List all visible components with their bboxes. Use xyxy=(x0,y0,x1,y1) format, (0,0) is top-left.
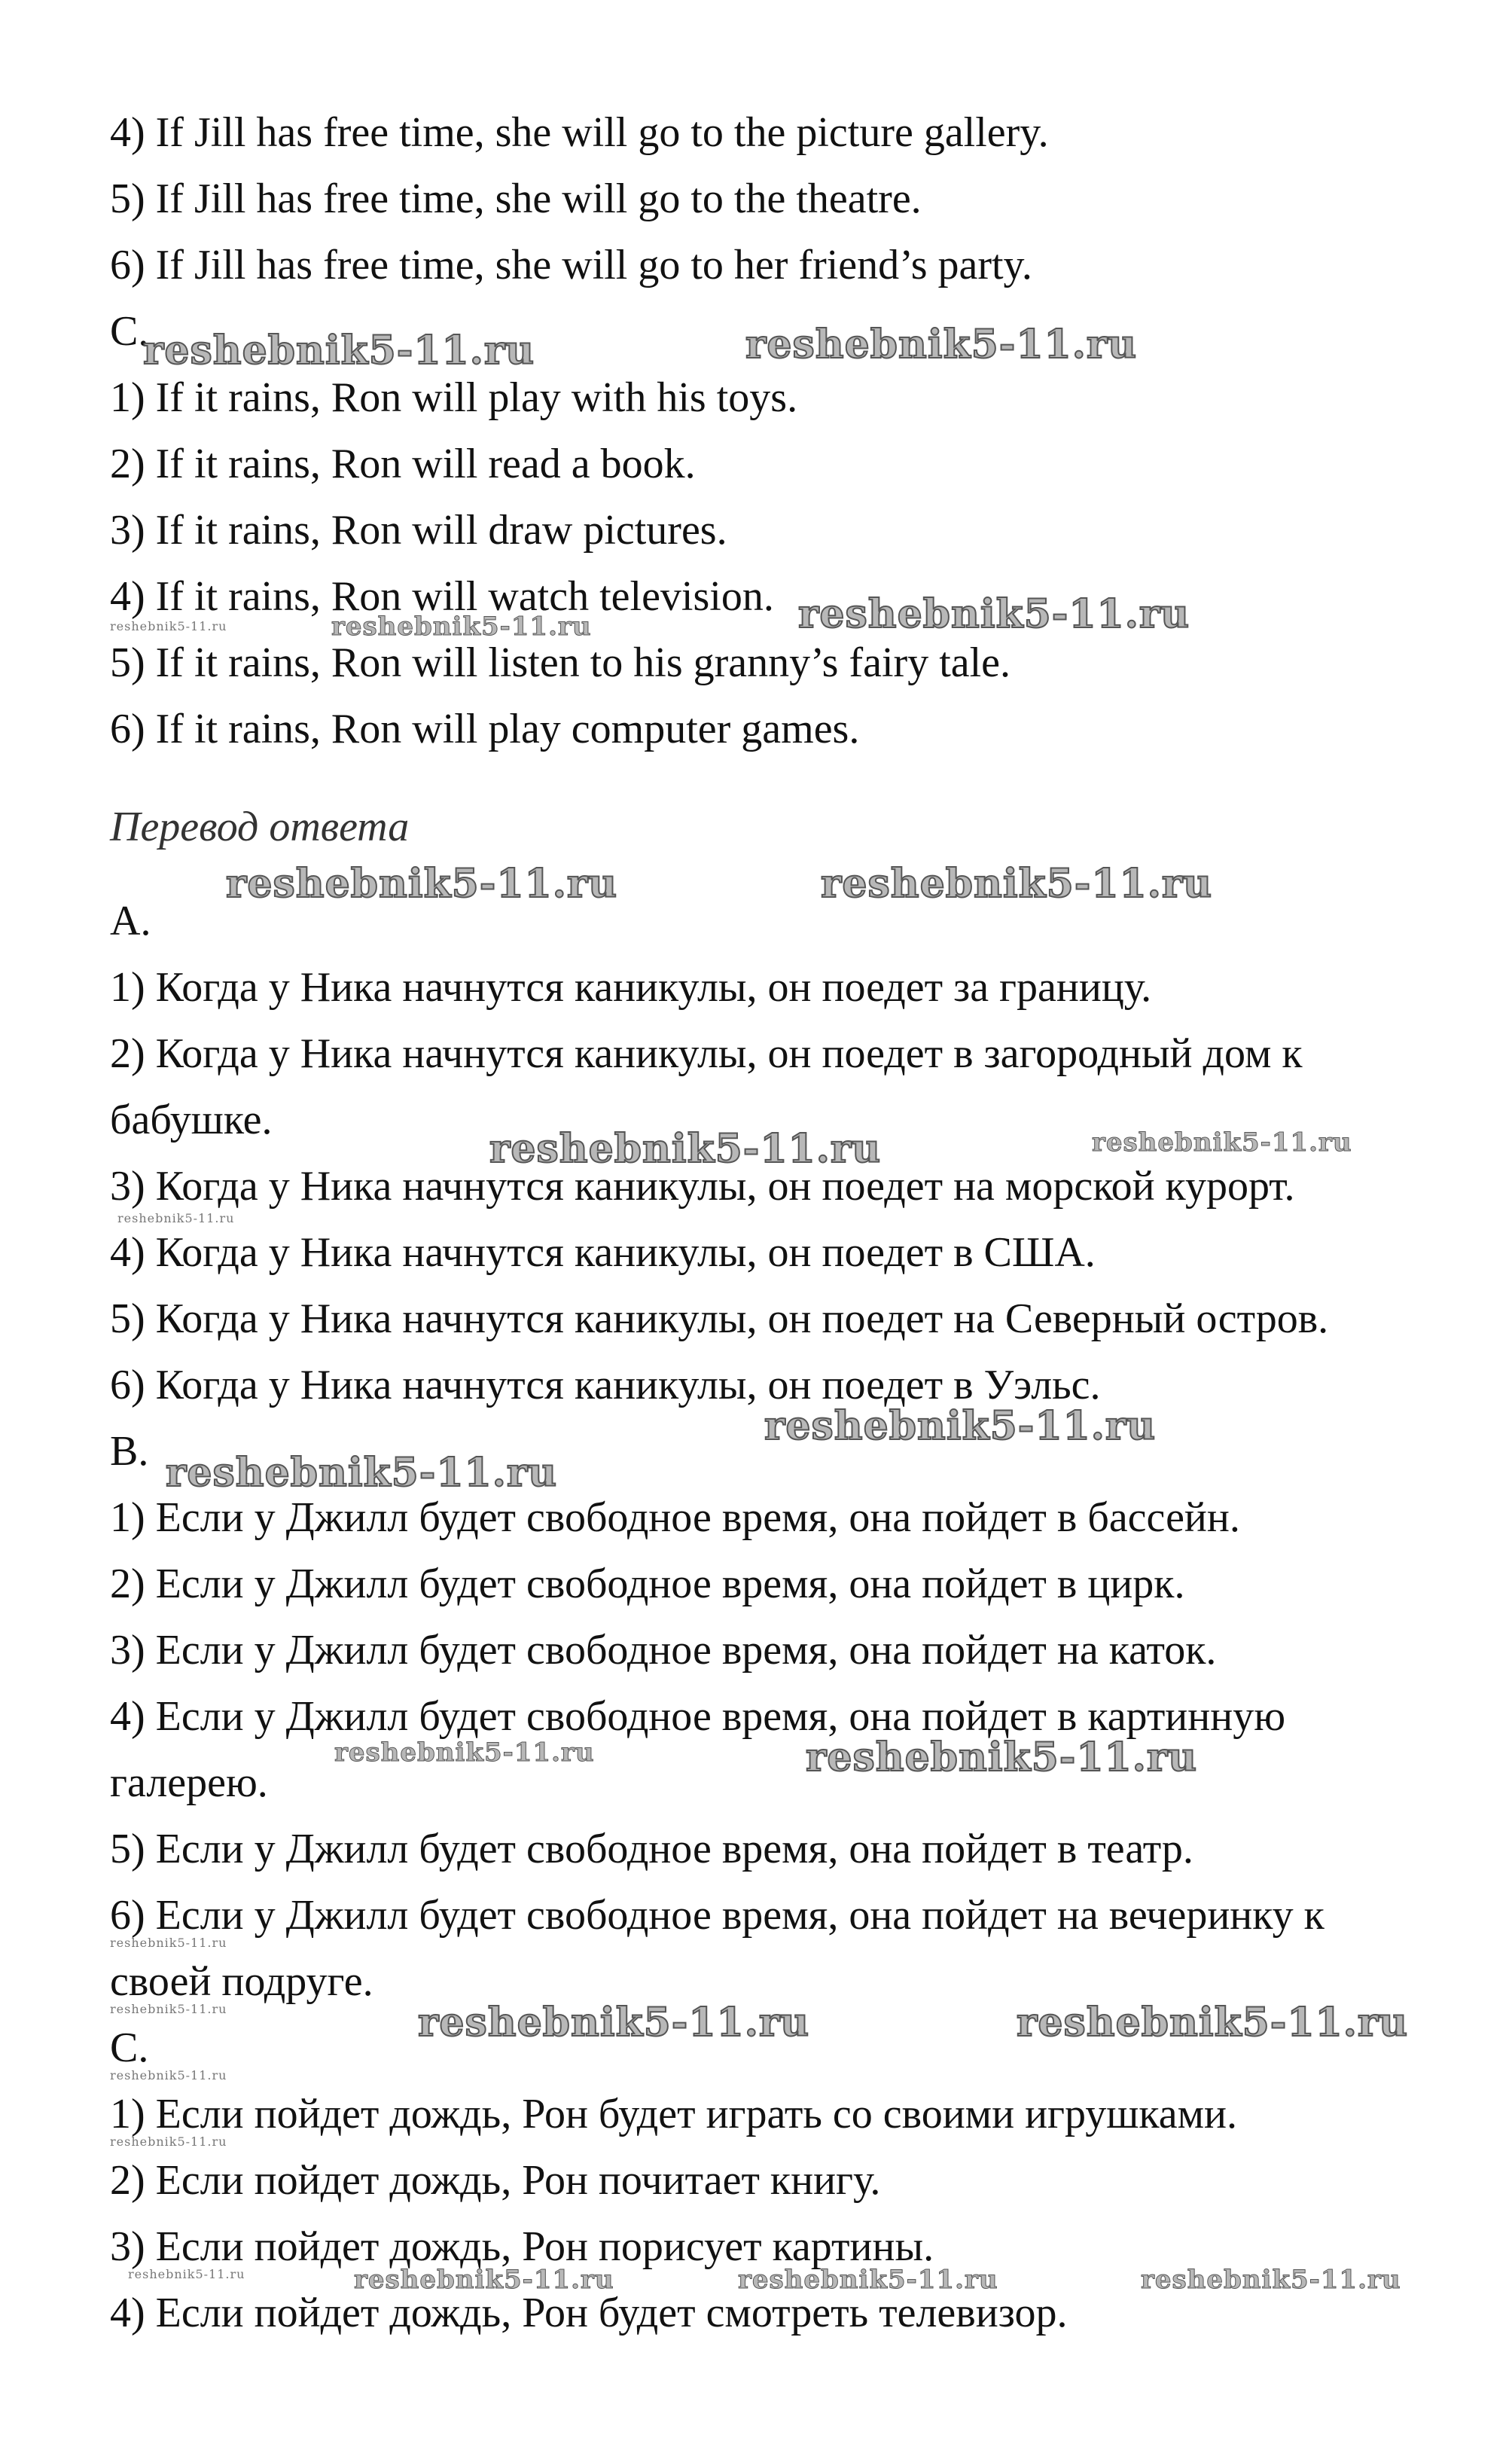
watermark: reshebnik5-11.ru xyxy=(110,619,227,633)
watermark: reshebnik5-11.ru xyxy=(110,1936,227,1950)
watermark: reshebnik5-11.ru xyxy=(110,2134,227,2149)
watermark: reshebnik5-11.ru xyxy=(418,2000,810,2046)
watermark: reshebnik5-11.ru xyxy=(1017,2000,1409,2046)
watermark: reshebnik5-11.ru xyxy=(143,328,535,374)
section-label-a: A. xyxy=(110,898,151,944)
watermark: reshebnik5-11.ru xyxy=(334,1738,595,1768)
text-line: 3) Если пойдет дождь, Рон порисует картины. xyxy=(110,2223,934,2270)
watermark: reshebnik5-11.ru xyxy=(331,612,592,642)
section-label-b: B. xyxy=(110,1428,149,1475)
watermark: reshebnik5-11.ru xyxy=(166,1450,558,1496)
text-line: 5) Когда у Ника начнутся каникулы, он поедет на Северный остров. xyxy=(110,1295,1329,1342)
text-line: 2) If it rains, Ron will read a book. xyxy=(110,441,696,487)
text-line: 1) Если у Джилл будет свободное время, она пойдет в бассейн. xyxy=(110,1494,1240,1541)
watermark: reshebnik5-11.ru xyxy=(798,591,1190,637)
section-label-c: C. xyxy=(110,308,149,355)
text-line: 1) Когда у Ника начнутся каникулы, он поедет за границу. xyxy=(110,964,1152,1011)
text-line: 3) Когда у Ника начнутся каникулы, он поедет на морской курорт. xyxy=(110,1163,1295,1210)
watermark: reshebnik5-11.ru xyxy=(110,2002,227,2016)
text-line: 1) Если пойдет дождь, Рон будет играть со своими игрушками. xyxy=(110,2091,1238,2137)
text-line: 6) If it rains, Ron will play computer games. xyxy=(110,706,860,752)
text-line: 1) If it rains, Ron will play with his toys. xyxy=(110,374,798,421)
text-line: 4) If it rains, Ron will watch television. xyxy=(110,573,774,620)
text-line: бабушке. xyxy=(110,1097,273,1143)
text-line: 2) Когда у Ника начнутся каникулы, он поедет в загородный дом к xyxy=(110,1030,1303,1077)
text-line: 6) Когда у Ника начнутся каникулы, он поедет в Уэльс. xyxy=(110,1362,1101,1408)
text-line: галерею. xyxy=(110,1759,268,1806)
text-line: 3) Если у Джилл будет свободное время, она пойдет на каток. xyxy=(110,1627,1217,1674)
section-label-c: C. xyxy=(110,2024,149,2071)
section-heading: Перевод ответа xyxy=(110,804,410,850)
watermark: reshebnik5-11.ru xyxy=(1092,1127,1352,1158)
text-line: 2) Если у Джилл будет свободное время, она пойдет в цирк. xyxy=(110,1561,1185,1607)
watermark: reshebnik5-11.ru xyxy=(745,322,1138,368)
watermark: reshebnik5-11.ru xyxy=(128,2267,245,2281)
text-line: 4) Если у Джилл будет свободное время, она пойдет в картинную xyxy=(110,1693,1286,1740)
text-line: 4) If Jill has free time, she will go to the picture gallery. xyxy=(110,109,1049,156)
watermark: reshebnik5-11.ru xyxy=(1141,2265,1401,2295)
text-line: 4) Когда у Ника начнутся каникулы, он поедет в США. xyxy=(110,1229,1096,1276)
watermark: reshebnik5-11.ru xyxy=(764,1403,1157,1449)
watermark: reshebnik5-11.ru xyxy=(738,2265,998,2295)
text-line: 5) Если у Джилл будет свободное время, она пойдет в театр. xyxy=(110,1826,1193,1872)
text-line: 4) Если пойдет дождь, Рон будет смотреть телевизор. xyxy=(110,2290,1068,2336)
watermark: reshebnik5-11.ru xyxy=(117,1211,235,1225)
text-line: 6) If Jill has free time, she will go to her friend’s party. xyxy=(110,242,1032,288)
watermark: reshebnik5-11.ru xyxy=(354,2265,614,2295)
watermark: reshebnik5-11.ru xyxy=(821,861,1213,907)
text-line: своей подруге. xyxy=(110,1958,373,2005)
watermark: reshebnik5-11.ru xyxy=(489,1126,882,1172)
watermark: reshebnik5-11.ru xyxy=(110,2068,227,2082)
text-line: 6) Если у Джилл будет свободное время, она пойдет на вечеринку к xyxy=(110,1892,1325,1939)
watermark: reshebnik5-11.ru xyxy=(226,861,618,907)
watermark: reshebnik5-11.ru xyxy=(806,1735,1198,1780)
text-line: 5) If Jill has free time, she will go to the theatre. xyxy=(110,175,922,222)
text-line: 3) If it rains, Ron will draw pictures. xyxy=(110,507,727,554)
text-line: 5) If it rains, Ron will listen to his granny’s fairy tale. xyxy=(110,639,1011,686)
text-line: 2) Если пойдет дождь, Рон почитает книгу. xyxy=(110,2157,881,2204)
